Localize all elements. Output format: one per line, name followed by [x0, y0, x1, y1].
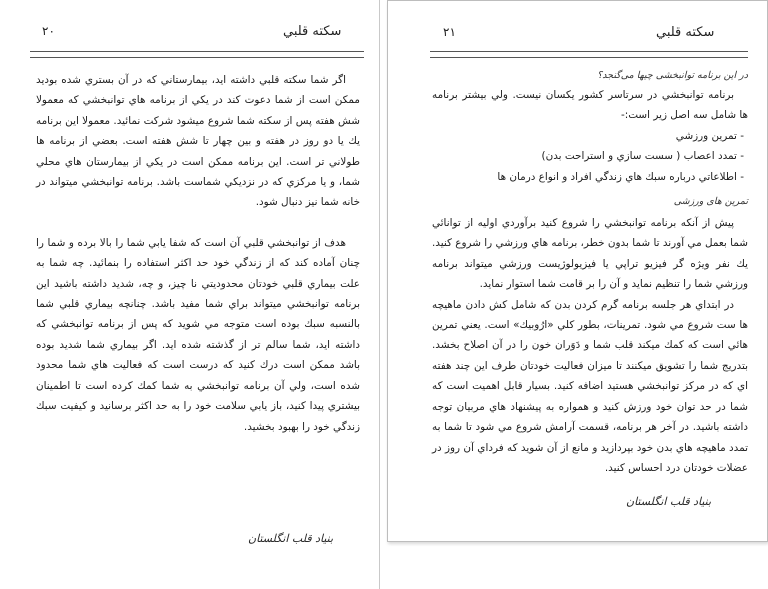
left-paragraph-1: اگر شما سكته قلبي داشته ايد، بيمارستاني كه در آن بستري شده بوديد ممكن است از شما دعوت كند در يكي از برنامه هاي توانبخشي كه معمولا شش هفته پس از سكته شما شروع ميشود شركت نمائيد. معمولا اين برنامه يك يا دو روز در هفته و بين چهار تا شش هفته است. بعضي از برنامه ها طولاني تر است. اين برنامه ممكن است در يكي از بيمارستان هاي محلي شما، و يا مركزي كه در نزديكي شماست باشد. برنامه توانبخشي ميتواند در خانه شما نيز دنبال شود. [36, 74, 360, 209]
right-page-header [388, 25, 768, 45]
right-page-body [432, 67, 748, 478]
right-page-number: ٢١ [443, 25, 456, 39]
right-paragraph-1: پيش از آنكه برنامه توانبخشي را شروع كنيد برآوردي اوليه از توانائي شما بعمل مي آورند تا شما بدون خطر، برنامه هاي ورزشي را شروع كنيد. يك نفر ويژه گر فيزيو تراپي يا فيزيولوژيست ورزشي ميتواند برنامه ورزشي شما را تنظيم نمايد و آن را بر قامت شما استوار نمايد. [432, 217, 748, 291]
right-signature: بنیاد قلب انگلستان [626, 495, 712, 508]
left-page-number: ٢٠ [42, 24, 55, 38]
right-paragraph-2: در ابتداي هر جلسه برنامه گرم كردن بدن كه شامل كش دادن ماهيچه ها ست شروع مي شود. تمرينات، بطور كلي «ارُوبيك» است. يعني تمرين هائي است كه كمك ميكند قلب شما و دَوَران خون را در آن اصلاح بخشد. بتدريج شما را تشويق ميكنند تا ميزان فعاليت خودتان طرف اين چند هفته اي كه در مركز توانبخشي هستيد اضافه كنيد. بسيار قابل اهميت است كه شما در حد توان خود ورزش كنيد و همواره به پيشنهاد هاي مربيان توجه داشته باشيد. در آخر هر برنامه، قسمت آرامش شروع مي شود تا شما به تمدد ماهيچه هاي بدن خود بپردازيد و مانع از آن شويد كه فرداي آن روز در عضلات خودتان درد احساس كنيد. [432, 298, 748, 474]
left-page-header [0, 24, 380, 44]
list-item-lifestyle-info: - اطلاعاتي درباره سبك هاي زندگي افراد و انواع درمان ها [497, 170, 744, 183]
left-signature: بنیاد قلب انگلستان [248, 532, 334, 545]
handwritten-subheading: تمرین های ورزشی [673, 196, 748, 208]
right-intro: برنامه توانبخشي در سرتاسر كشور يكسان نيست. ولي بيشتر برنامه ها شامل سه اصل زير است:- [432, 89, 748, 122]
handwritten-heading: در این برنامه توانبخشی چیها می‌گنجد؟ [597, 70, 748, 81]
right-page [387, 0, 768, 542]
left-page-title: سكته قلبي [283, 24, 342, 39]
left-header-rule [30, 51, 364, 58]
right-header-rule [430, 51, 748, 58]
list-item-relaxation: - تمدد اعصاب ( سست سازي و استراحت بدن) [541, 150, 744, 163]
list-item-exercise: - تمرين ورزشي [675, 129, 744, 142]
left-page-body [36, 70, 360, 437]
right-page-title: سكته قلبي [656, 25, 715, 40]
left-page [0, 0, 380, 589]
left-paragraph-2: هدف از توانبخشي قلبي آن است كه شفا يابي شما را بالا برده و شما را چنان آماده كند كه از زندگي خود حد اكثر استفاده را بنمائيد. چه شما به علت بيماري قلبي خودتان محدوديتي نا چيز، و چه، شديد داشته باشيد اين برنامه توانبخشي ميتواند براي شما مفيد باشد. چنانچه بيماري قلبي شما بالنسبه سبك بوده است متوجه مي شويد كه پس از برنامه توانبخشي كه داشته ايد، شما سالم تر از گذشته شده ايد. اگر بيماري شما شديد بوده باشد ممكن است درك كنيد كه درست است كه فعاليت هاي شما محدود شده است، ولي آن برنامه توانبخشي به شما كمك كرده است تا اطمينان بيشتري پيدا كنيد، باز يابي سلامت خود را به حد اكثر برسانيد و كيفيت سبك زندگي خود را بهبود بخشيد. [36, 236, 360, 433]
